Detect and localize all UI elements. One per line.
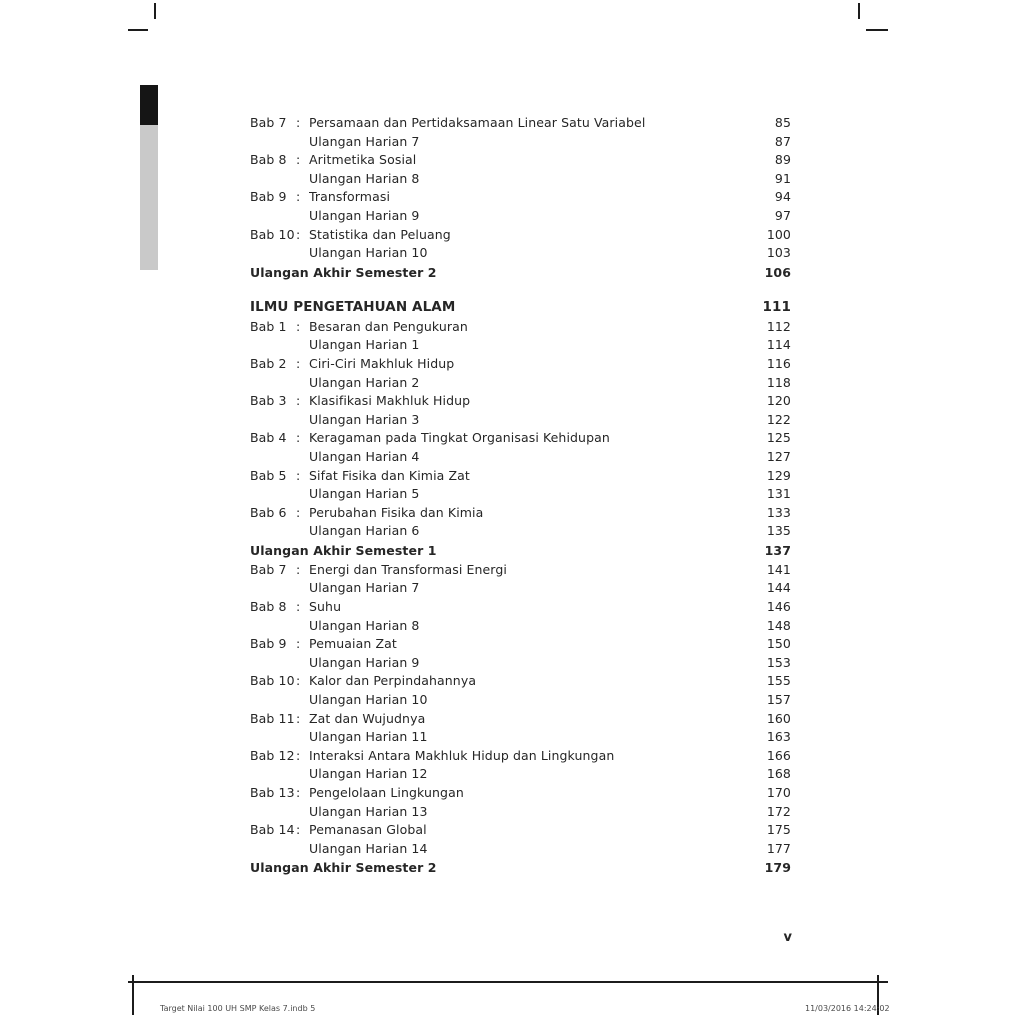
toc-row-chapter — [250, 467, 791, 486]
toc-page-number: 172 — [766, 803, 791, 819]
toc-row-sub — [250, 691, 791, 710]
toc-chapter-title: Kalor dan Perpindahannya — [309, 673, 477, 689]
toc-chapter-colon: : — [296, 393, 301, 409]
toc-chapter-title: Statistika dan Peluang — [309, 226, 451, 242]
toc-chapter-colon: : — [296, 355, 301, 371]
toc-row-sub — [250, 654, 791, 673]
toc-page-number: 127 — [766, 448, 791, 464]
toc-row-sub — [250, 522, 791, 541]
page-edge-tab-black — [140, 85, 158, 125]
toc-chapter-colon: : — [296, 599, 301, 615]
toc-row-chapter — [250, 561, 791, 580]
toc-bold-title: Ulangan Akhir Semester 2 — [250, 860, 437, 876]
toc-page-number: 141 — [766, 561, 791, 577]
toc-page-number: 168 — [766, 766, 791, 782]
toc-row-sub — [250, 207, 791, 226]
toc-page-number: 114 — [766, 337, 791, 353]
toc-page-number: 131 — [766, 486, 791, 502]
toc-row-sub — [250, 840, 791, 859]
toc-row-sub — [250, 728, 791, 747]
toc-sub-title: Ulangan Harian 8 — [309, 617, 420, 633]
toc-row-chapter — [250, 635, 791, 654]
toc-sub-title: Ulangan Harian 9 — [309, 207, 420, 223]
toc-sub-title: Ulangan Harian 1 — [309, 337, 420, 353]
toc-chapter-colon: : — [296, 318, 301, 334]
page-edge-tab-gray — [140, 125, 158, 270]
toc-chapter-title: Pemuaian Zat — [309, 636, 397, 652]
toc-sub-title: Ulangan Harian 3 — [309, 411, 420, 427]
toc-page-number: 177 — [766, 840, 791, 856]
toc-row-chapter — [250, 598, 791, 617]
toc-chapter-label: Bab 7 — [250, 115, 287, 130]
toc-row-chapter — [250, 784, 791, 803]
toc-row-chapter — [250, 226, 791, 245]
toc-chapter-colon: : — [296, 747, 301, 763]
toc-sub-title: Ulangan Harian 10 — [309, 692, 428, 708]
toc-chapter-colon: : — [296, 152, 301, 168]
toc-page-number: 125 — [766, 430, 791, 446]
toc-chapter-label: Bab 10 — [250, 226, 295, 242]
crop-mark-top-left-horizontal — [128, 29, 148, 31]
toc-chapter-title: Ciri-Ciri Makhluk Hidup — [309, 355, 455, 371]
toc — [250, 114, 791, 878]
toc-row-sub — [250, 133, 791, 152]
toc-chapter-title: Besaran dan Pengukuran — [309, 318, 468, 334]
toc-chapter-title: Pemanasan Global — [309, 822, 427, 838]
toc-chapter-title: Sifat Fisika dan Kimia Zat — [309, 467, 470, 483]
toc-chapter-colon: : — [296, 504, 301, 520]
toc-chapter-colon: : — [296, 785, 301, 800]
toc-chapter-label: Bab 9 — [250, 636, 287, 652]
toc-sub-title: Ulangan Harian 7 — [309, 133, 420, 149]
toc-chapter-label: Bab 11 — [250, 710, 295, 726]
toc-chapter-colon: : — [296, 636, 301, 652]
toc-sub-title: Ulangan Harian 13 — [309, 803, 428, 819]
toc-page-number: 137 — [764, 542, 791, 558]
toc-sub-title: Ulangan Harian 2 — [309, 374, 420, 390]
toc-page-number: 91 — [774, 170, 791, 186]
toc-chapter-colon: : — [296, 226, 301, 242]
toc-chapter-colon: : — [296, 189, 301, 205]
toc-chapter-title: Persamaan dan Pertidaksamaan Linear Satu Variabel — [309, 115, 646, 130]
toc-chapter-label: Bab 1 — [250, 318, 287, 334]
crop-mark-top-right-horizontal — [866, 29, 888, 31]
toc-chapter-label: Bab 9 — [250, 189, 287, 205]
toc-row-bold — [250, 541, 791, 561]
toc-chapter-title: Energi dan Transformasi Energi — [309, 561, 507, 577]
toc-page-number: 112 — [766, 318, 791, 334]
toc-page-number: 146 — [766, 599, 791, 615]
toc-page-number: 103 — [766, 245, 791, 261]
toc-heading-title: ILMU PENGETAHUAN ALAM — [250, 298, 456, 315]
toc-row-sub — [250, 411, 791, 430]
toc-page-number: 153 — [766, 654, 791, 670]
toc-chapter-colon: : — [296, 561, 301, 577]
toc-chapter-title: Pengelolaan Lingkungan — [309, 785, 464, 800]
toc-chapter-title: Transformasi — [309, 189, 391, 205]
toc-page-number: 100 — [766, 226, 791, 242]
toc-page-number: 111 — [762, 298, 791, 315]
toc-row-sub — [250, 765, 791, 784]
toc-bold-title: Ulangan Akhir Semester 2 — [250, 264, 437, 280]
toc-sub-title: Ulangan Harian 14 — [309, 840, 428, 856]
toc-row-chapter — [250, 151, 791, 170]
toc-row-sub — [250, 617, 791, 636]
toc-sub-title: Ulangan Harian 4 — [309, 448, 420, 464]
toc-chapter-label: Bab 3 — [250, 393, 287, 409]
toc-row-sub — [250, 170, 791, 189]
toc-page-number: 160 — [766, 710, 791, 726]
toc-page-number: 94 — [774, 189, 791, 205]
toc-page-number: 150 — [766, 636, 791, 652]
toc-row-sub — [250, 336, 791, 355]
toc-chapter-colon: : — [296, 430, 301, 446]
toc-chapter-colon: : — [296, 467, 301, 483]
toc-chapter-colon: : — [296, 822, 301, 838]
toc-chapter-colon: : — [296, 710, 301, 726]
toc-row-sub — [250, 803, 791, 822]
toc-page-number: 97 — [774, 207, 791, 223]
print-slug-filename: Target Nilai 100 UH SMP Kelas 7.indb 5 — [160, 1004, 316, 1013]
toc-row-chapter — [250, 188, 791, 207]
toc-page-number: 116 — [766, 355, 791, 371]
toc-sub-title: Ulangan Harian 11 — [309, 729, 428, 745]
toc-row-chapter — [250, 504, 791, 523]
toc-page-number: 155 — [766, 673, 791, 689]
toc-row-chapter — [250, 114, 791, 133]
toc-chapter-colon: : — [296, 673, 301, 689]
toc-chapter-label: Bab 14 — [250, 822, 295, 838]
toc-row-chapter — [250, 392, 791, 411]
toc-page-number: 179 — [764, 860, 791, 876]
toc-page-number: 120 — [766, 393, 791, 409]
toc-chapter-label: Bab 8 — [250, 599, 287, 615]
toc-row-chapter — [250, 429, 791, 448]
toc-chapter-title: Keragaman pada Tingkat Organisasi Kehidupan — [309, 430, 610, 446]
crop-mark-top-right-vertical — [858, 3, 860, 19]
toc-row-sub — [250, 448, 791, 467]
toc-chapter-label: Bab 12 — [250, 747, 295, 763]
toc-sub-title: Ulangan Harian 7 — [309, 580, 420, 596]
toc-page-number: 122 — [766, 411, 791, 427]
toc-row-bold — [250, 263, 791, 283]
toc-page-number: 157 — [766, 692, 791, 708]
toc-chapter-label: Bab 2 — [250, 355, 287, 371]
toc-sub-title: Ulangan Harian 10 — [309, 245, 428, 261]
toc-bold-title: Ulangan Akhir Semester 1 — [250, 542, 437, 558]
toc-chapter-label: Bab 8 — [250, 152, 287, 168]
toc-chapter-title: Zat dan Wujudnya — [309, 710, 426, 726]
toc-sub-title: Ulangan Harian 8 — [309, 170, 420, 186]
toc-row-chapter — [250, 318, 791, 337]
toc-row-sub — [250, 579, 791, 598]
toc-chapter-title: Suhu — [309, 599, 342, 615]
toc-sub-title: Ulangan Harian 6 — [309, 523, 420, 539]
toc-page-number: 118 — [766, 374, 791, 390]
toc-sub-title: Ulangan Harian 12 — [309, 766, 428, 782]
toc-page-number: 144 — [766, 580, 791, 596]
toc-page-number: 129 — [766, 467, 791, 483]
toc-chapter-title: Interaksi Antara Makhluk Hidup dan Lingkungan — [309, 747, 615, 763]
toc-sub-title: Ulangan Harian 5 — [309, 486, 420, 502]
toc-chapter-title: Perubahan Fisika dan Kimia — [309, 504, 484, 520]
toc-chapter-label: Bab 5 — [250, 467, 287, 483]
toc-page-number: 85 — [774, 115, 791, 130]
toc-page-number: 148 — [766, 617, 791, 633]
toc-chapter-label: Bab 7 — [250, 561, 287, 577]
toc-chapter-title: Aritmetika Sosial — [309, 152, 417, 168]
toc-row-chapter — [250, 355, 791, 374]
toc-row-chapter — [250, 710, 791, 729]
toc-row-chapter — [250, 672, 791, 691]
toc-chapter-title: Klasifikasi Makhluk Hidup — [309, 393, 471, 409]
print-slug-timestamp: 11/03/2016 14:24:02 — [805, 1004, 890, 1013]
toc-chapter-label: Bab 4 — [250, 430, 287, 446]
toc-chapter-colon: : — [296, 115, 301, 130]
toc-chapter-label: Bab 10 — [250, 673, 295, 689]
page-number: v — [783, 930, 792, 945]
toc-page-number: 166 — [766, 747, 791, 763]
toc-chapter-label: Bab 13 — [250, 785, 295, 800]
toc-page-number: 170 — [766, 785, 791, 800]
toc-row-chapter — [250, 821, 791, 840]
bottom-print-rule — [128, 981, 888, 983]
toc-row-chapter — [250, 747, 791, 766]
toc-page-number: 133 — [766, 504, 791, 520]
toc-page-number: 163 — [766, 729, 791, 745]
toc-row-sub — [250, 244, 791, 263]
toc-page-number: 87 — [774, 133, 791, 149]
toc-row-sub — [250, 374, 791, 393]
toc-page-number: 89 — [774, 152, 791, 168]
toc-row-heading — [250, 297, 791, 318]
toc-row-bold — [250, 858, 791, 878]
toc-page-number: 135 — [766, 523, 791, 539]
toc-row-sub — [250, 485, 791, 504]
toc-page-number: 106 — [764, 264, 791, 280]
toc-sub-title: Ulangan Harian 9 — [309, 654, 420, 670]
toc-chapter-label: Bab 6 — [250, 504, 287, 520]
crop-mark-top-left-vertical — [154, 3, 156, 19]
toc-page-number: 175 — [766, 822, 791, 838]
